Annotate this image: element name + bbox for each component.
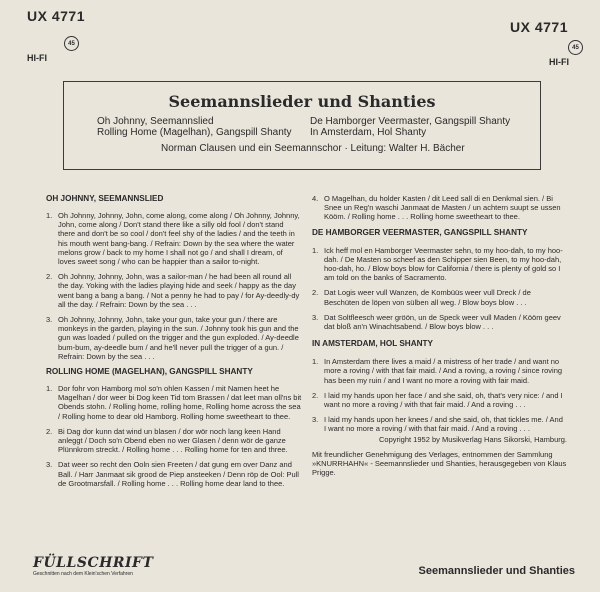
song-title: In Amsterdam, Hol Shanty [310, 127, 427, 138]
performers: Norman Clausen und ein Seemannschor · Leitung: Walter H. Bächer [161, 143, 465, 154]
copyright: Copyright 1952 by Musikverlag Hans Sikorski, Hamburg. [379, 434, 567, 444]
verse: 3. Dat weer so recht den Ooln sien Freeten / dat gung em over Danz and Ball. / Harr Janmaat sik grood de Piep ansteeken / Denn röp de Ool: Pull de Grootmarsfall. / Rolling home . . . Rolling home dear land to thee. [46, 460, 299, 488]
left-column [46, 194, 302, 494]
song-title: Oh Johnny, Seemannslied [97, 116, 214, 127]
verse: 1. In Amsterdam there lives a maid / a mistress of her trade / and want no more a roving / with that fair maid. / And a roving, a roving / since roving has been my ruin / and I want no more a roving with fair maid. [312, 357, 563, 385]
hamborger-lyrics [312, 246, 567, 332]
verse: 2. Bi Dag dor kunn dat wind un blasen / dor wör noch lang keen Hand anleggt / Doch so'n Obend eben no wer Glasen / denn wör de ganze Plünnkrom streckt. / Rolling home . . . Rolling home for ten and three. [46, 426, 288, 455]
section-heading-oh-johnny: OH JOHNNY, SEEMANNSLIED [46, 194, 164, 203]
verse: 3. Oh Johnny, Johnny, John, take your gun, take your gun / there are monkeys in the garden, playing in the sun. / Johnny took his gun and the gun was loaded / pulled on the trigger and the gun exploded. / Ay-deedle bum-bum, ay-deedle bum / and he'll never pull the trigger of a gun. / Refrain: Down by the sea . . . [46, 315, 299, 361]
verse: 3. Dat Soltfleesch weer gröön, un de Speck weer vull Maden / Kööm geev dat bloß an'n Winachtsabend. / Blow boys blow . . . [312, 312, 561, 332]
catalog-number-right: UX 4771 [510, 19, 568, 35]
verse: 4. O Magelhan, du holder Kasten / dit Leed sall di en Denkmal sien. / Bi Snee un Reg'n waschi Janmaat de Masten / un achtern suupt se ussen Kööm. / Rolling home . . . Rolling home sweetheart to thee. [312, 194, 561, 222]
section-heading-hamborger: DE HAMBORGER VEERMASTER, GANGSPILL SHANTY [312, 227, 528, 237]
permission-note: Mit freundlicher Genehmigung des Verlages, entnommen der Sammlung »KNURRHAHN« - Seemannslieder und Shanties, herausgegeben von Klaus Prigge. [312, 449, 567, 478]
hifi-label-left: HI-FI [27, 53, 47, 63]
hifi-label-right: HI-FI [549, 57, 569, 67]
rolling-home-lyrics [46, 384, 302, 488]
rolling-home-continued [312, 194, 567, 222]
logo-subtitle: Geschnitten nach dem Klein'schen Verfahren [33, 571, 133, 577]
right-column [312, 194, 567, 477]
speed-45-badge-left: 45 [64, 36, 79, 51]
footer-title: Seemannslieder und Shanties [418, 565, 575, 577]
catalog-number-left: UX 4771 [27, 8, 85, 24]
song-title: Rolling Home (Magelhan), Gangspill Shanty [97, 127, 292, 138]
verse: 2. I laid my hands upon her face / and she said, oh, that's very nice: / and I want no more a roving / with that fair maid. / And a roving . . . [312, 390, 563, 410]
verse: 1. Dor fohr von Hamborg mol so'n ohlen Kassen / mit Namen heet he Magelhan / dor weer bi Dog keen Tid tom Brassen / dat leet man oll'ns bit Obends stohn. / Rolling home, rolling home, Rolling home across the sea / Rolling home to dear old Hamborg. Rolling home sweetheart to thee. [46, 384, 302, 421]
section-heading-rolling-home: ROLLING HOME (MAGELHAN), GANGSPILL SHANTY [46, 367, 253, 377]
verse: 1. Oh Johnny, Johnny, John, come along, come along / Oh Johnny, Johnny, John, come along / Don't stand there like a silly old fool / don't stand there and don't be so cool / don't feel shy of the ladies / and the teeth in his mouth went bang-bang. / Refrain: Down by the sea where the water melons grow / back to my home I shall not go / and shall I dream, of loves sweet song / who can be happier than a sailor to-night. [46, 211, 300, 267]
song-list-right [310, 116, 540, 138]
verse: 3. I laid my hands upon her knees / and she said, oh, that tickles me. / And I want no more a roving / with that fair maid. / And a roving . . . [312, 415, 563, 434]
fuellschrift-logo [33, 555, 153, 577]
logo-name: FÜLLSCHRIFT [33, 555, 154, 571]
section-heading-amsterdam: IN AMSTERDAM, HOL SHANTY [312, 339, 433, 349]
oh-johnny-lyrics [46, 211, 302, 361]
amsterdam-lyrics [312, 357, 567, 433]
page-title: Seemannslieder und Shanties [168, 92, 436, 111]
speed-45-badge-right: 45 [568, 40, 583, 55]
verse: 2. Dat Logis weer vull Wanzen, de Kombüüs weer vull Dreck / de Beschüten de löpen von sülben all weg. / Blow boys blow . . . [312, 288, 531, 307]
verse: 1. Ick heff mol en Hamborger Veermaster sehn, to my hoo-dah, to my hoo-dah. / De Masten so scheef as den Schipper sien Been, to my hoo-dah, hoo-dah, ho. / Blow boys blow for California / there is plenty of gold so I am told on the banks of Sacramento. [312, 245, 563, 283]
song-list-left [97, 116, 302, 138]
song-title: De Hamborger Veermaster, Gangspill Shanty [310, 116, 511, 127]
verse: 2. Oh Johnny, Johnny, John, was a sailor-man / he had been all round all the day. Yoking with the ladies playing hide and seek / happy as the day went bang a bang a bang. / Not a penny he had to pay / for Ay-deedly-dy all the day. / Refrain: Down by the sea . . . [46, 272, 300, 309]
